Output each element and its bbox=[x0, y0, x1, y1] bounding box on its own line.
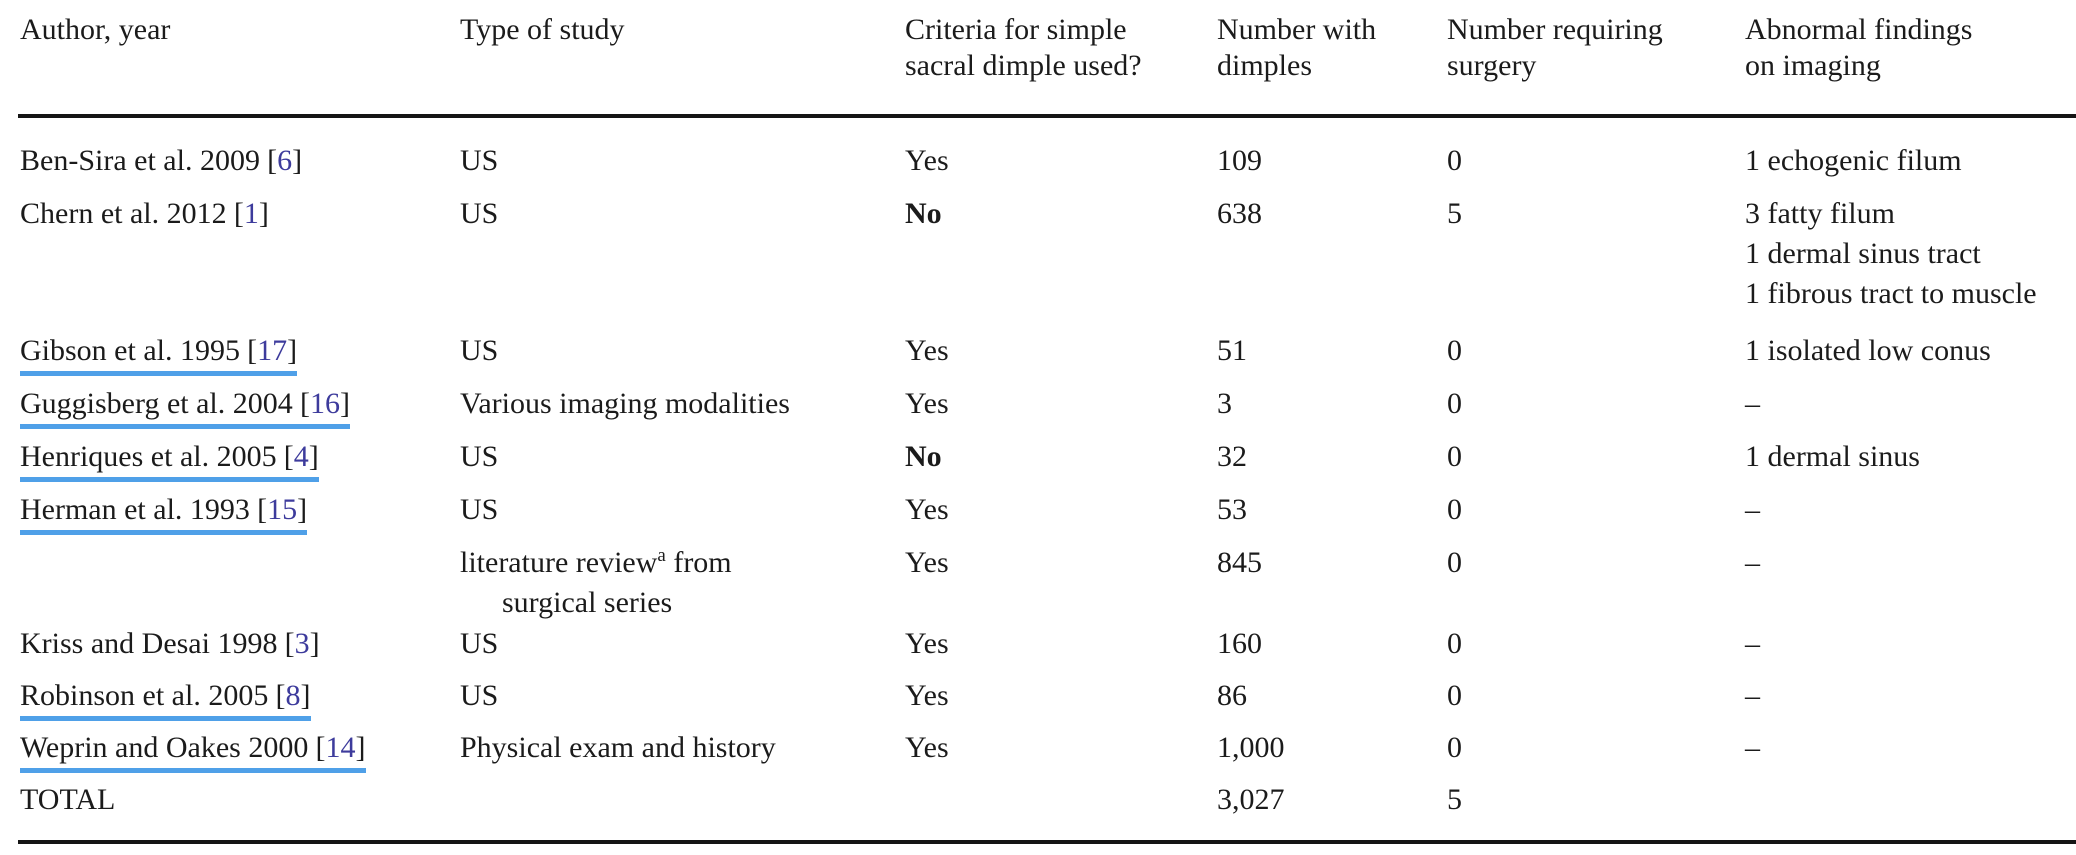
citation-ref[interactable]: 16 bbox=[309, 387, 340, 420]
citation-ref[interactable]: 14 bbox=[325, 731, 356, 764]
surgery-cell: 0 bbox=[1447, 440, 1462, 473]
findings-cell bbox=[1745, 331, 2076, 371]
header-surgery-line1: Number requiring bbox=[1447, 13, 1663, 46]
author-name: Guggisberg et al. 2004 bbox=[20, 387, 293, 420]
author-cell bbox=[20, 141, 460, 181]
study-cell: US bbox=[460, 197, 499, 230]
author-link[interactable] bbox=[20, 385, 350, 429]
criteria-cell: Yes bbox=[905, 334, 949, 367]
table-row-guggisberg bbox=[18, 384, 2076, 437]
header-dimples-line2: dimples bbox=[1217, 49, 1312, 82]
citation-ref[interactable]: 6 bbox=[277, 144, 293, 177]
citation-bracket-open: [ bbox=[284, 627, 295, 660]
citation-bracket-open: [ bbox=[299, 387, 310, 420]
table-row-chern bbox=[18, 194, 2076, 331]
table-header bbox=[18, 0, 2076, 118]
author-link[interactable] bbox=[20, 677, 311, 721]
total-dimples-cell: 3,027 bbox=[1217, 783, 1285, 816]
finding-line: 3 fatty filum bbox=[1745, 197, 1895, 230]
findings-cell bbox=[1745, 728, 2076, 768]
study-text-cont: from bbox=[665, 546, 732, 579]
dimples-cell: 32 bbox=[1217, 440, 1247, 473]
author-cell bbox=[20, 624, 460, 664]
surgery-cell: 0 bbox=[1447, 387, 1462, 420]
surgery-cell: 0 bbox=[1447, 679, 1462, 712]
header-type-of-study: Type of study bbox=[460, 13, 625, 46]
citation-ref[interactable]: 4 bbox=[293, 440, 309, 473]
findings-cell bbox=[1745, 141, 2076, 181]
study-line1 bbox=[460, 543, 905, 583]
criteria-cell: Yes bbox=[905, 546, 949, 579]
author-cell bbox=[20, 384, 460, 429]
author-name: Robinson et al. 2005 bbox=[20, 679, 269, 712]
author-link[interactable] bbox=[20, 491, 307, 535]
citation-bracket-close: ] bbox=[258, 197, 269, 230]
criteria-cell: Yes bbox=[905, 679, 949, 712]
citation-ref[interactable]: 17 bbox=[257, 334, 288, 367]
author-name: Weprin and Oakes 2000 bbox=[20, 731, 309, 764]
header-criteria-line2: sacral dimple used? bbox=[905, 49, 1142, 82]
table-row-gibson bbox=[18, 331, 2076, 384]
header-author-year: Author, year bbox=[20, 13, 171, 46]
author-cell bbox=[20, 331, 460, 376]
author-text bbox=[20, 625, 320, 663]
author-name: Herman et al. 1993 bbox=[20, 493, 250, 526]
surgery-cell: 0 bbox=[1447, 334, 1462, 367]
table-row-herman bbox=[18, 490, 2076, 543]
criteria-cell: Yes bbox=[905, 144, 949, 177]
surgery-cell: 0 bbox=[1447, 546, 1462, 579]
citation-bracket-open: [ bbox=[267, 144, 278, 177]
finding-line: 1 fibrous tract to muscle bbox=[1745, 277, 2037, 310]
author-name: Ben-Sira et al. 2009 bbox=[20, 144, 260, 177]
citation-ref[interactable]: 1 bbox=[243, 197, 259, 230]
criteria-cell bbox=[905, 437, 1217, 477]
author-name: Kriss and Desai 1998 bbox=[20, 627, 278, 660]
surgery-cell: 0 bbox=[1447, 144, 1462, 177]
finding-line: 1 dermal sinus bbox=[1745, 440, 1920, 473]
citation-bracket-open: [ bbox=[283, 440, 294, 473]
surgery-cell: 0 bbox=[1447, 493, 1462, 526]
dimples-cell: 3 bbox=[1217, 387, 1232, 420]
finding-line: 1 echogenic filum bbox=[1745, 144, 1962, 177]
citation-bracket-close: ] bbox=[308, 440, 319, 473]
table-row-kriss bbox=[18, 624, 2076, 676]
study-cell: US bbox=[460, 334, 499, 367]
citation-bracket-close: ] bbox=[300, 679, 311, 712]
author-link[interactable] bbox=[20, 729, 366, 773]
header-criteria bbox=[905, 12, 1217, 84]
citation-bracket-open: [ bbox=[275, 679, 286, 712]
study-cell: US bbox=[460, 627, 499, 660]
total-label-cell: TOTAL bbox=[20, 783, 116, 816]
citation-ref[interactable]: 15 bbox=[267, 493, 298, 526]
surgery-cell: 0 bbox=[1447, 627, 1462, 660]
findings-cell bbox=[1745, 676, 2076, 716]
surgery-cell: 0 bbox=[1447, 731, 1462, 764]
finding-line: – bbox=[1745, 679, 1760, 712]
finding-line: – bbox=[1745, 387, 1760, 420]
header-dimples-line1: Number with bbox=[1217, 13, 1377, 46]
finding-line: – bbox=[1745, 731, 1760, 764]
table-row-robinson bbox=[18, 676, 2076, 728]
finding-line: – bbox=[1745, 493, 1760, 526]
header-surgery-line2: surgery bbox=[1447, 49, 1537, 82]
dimples-cell: 53 bbox=[1217, 493, 1247, 526]
footnote-marker-a: a bbox=[657, 545, 666, 566]
citation-ref[interactable]: 8 bbox=[285, 679, 301, 712]
study-summary-table bbox=[18, 0, 2076, 844]
findings-cell bbox=[1745, 437, 2076, 477]
table-row-weprin bbox=[18, 728, 2076, 780]
findings-cell bbox=[1745, 543, 2076, 583]
criteria-cell: Yes bbox=[905, 387, 949, 420]
table-row-literature-review bbox=[18, 543, 2076, 624]
citation-bracket-close: ] bbox=[292, 144, 303, 177]
header-number-with-dimples bbox=[1217, 12, 1447, 84]
citation-bracket-open: [ bbox=[247, 334, 258, 367]
finding-line: 1 dermal sinus tract bbox=[1745, 237, 1981, 270]
table-header-row bbox=[18, 0, 2076, 114]
header-findings-line1: Abnormal findings bbox=[1745, 13, 1973, 46]
citation-bracket-open: [ bbox=[315, 731, 326, 764]
criteria-cell bbox=[905, 194, 1217, 234]
author-name: Gibson et al. 1995 bbox=[20, 334, 240, 367]
criteria-no-bold: No bbox=[905, 197, 942, 230]
dimples-cell: 86 bbox=[1217, 679, 1247, 712]
study-line2: surgical series bbox=[502, 586, 673, 619]
study-cell bbox=[460, 543, 905, 623]
author-text bbox=[20, 195, 269, 233]
dimples-cell: 109 bbox=[1217, 144, 1262, 177]
study-cell: US bbox=[460, 440, 499, 473]
author-cell bbox=[20, 437, 460, 482]
author-cell bbox=[20, 676, 460, 721]
study-cell: Physical exam and history bbox=[460, 731, 776, 764]
total-surgery-cell: 5 bbox=[1447, 783, 1462, 816]
criteria-cell: Yes bbox=[905, 493, 949, 526]
table-row-total bbox=[18, 780, 2076, 840]
study-cell: US bbox=[460, 493, 499, 526]
finding-line: – bbox=[1745, 546, 1760, 579]
study-cell: US bbox=[460, 144, 499, 177]
dimples-cell: 845 bbox=[1217, 546, 1262, 579]
header-number-requiring-surgery bbox=[1447, 12, 1745, 84]
header-criteria-line1: Criteria for simple bbox=[905, 13, 1127, 46]
findings-cell bbox=[1745, 624, 2076, 664]
author-name: Chern et al. 2012 bbox=[20, 197, 227, 230]
author-cell bbox=[20, 728, 460, 773]
citation-bracket-close: ] bbox=[355, 731, 366, 764]
surgery-cell: 5 bbox=[1447, 197, 1462, 230]
dimples-cell: 51 bbox=[1217, 334, 1247, 367]
citation-bracket-close: ] bbox=[297, 493, 308, 526]
study-cell: US bbox=[460, 679, 499, 712]
header-abnormal-findings bbox=[1745, 12, 2076, 84]
dimples-cell: 160 bbox=[1217, 627, 1262, 660]
dimples-cell: 1,000 bbox=[1217, 731, 1285, 764]
dimples-cell: 638 bbox=[1217, 197, 1262, 230]
criteria-cell: Yes bbox=[905, 731, 949, 764]
criteria-cell: Yes bbox=[905, 627, 949, 660]
table-body bbox=[18, 118, 2076, 844]
criteria-no-bold: No bbox=[905, 440, 942, 473]
finding-line: – bbox=[1745, 627, 1760, 660]
citation-bracket-close: ] bbox=[309, 627, 320, 660]
findings-cell bbox=[1745, 384, 2076, 424]
author-text bbox=[20, 142, 302, 180]
citation-bracket-close: ] bbox=[339, 387, 350, 420]
citation-bracket-close: ] bbox=[287, 334, 298, 367]
table-row-henriques bbox=[18, 437, 2076, 490]
header-findings-line2: on imaging bbox=[1745, 49, 1881, 82]
author-cell bbox=[20, 194, 460, 234]
findings-cell bbox=[1745, 194, 2076, 314]
finding-line: 1 isolated low conus bbox=[1745, 334, 1991, 367]
study-text: literature review bbox=[460, 546, 658, 579]
table-row-ben-sira bbox=[18, 141, 2076, 194]
author-link[interactable] bbox=[20, 332, 297, 376]
study-cell: Various imaging modalities bbox=[460, 387, 790, 420]
author-cell bbox=[20, 490, 460, 535]
author-link[interactable] bbox=[20, 438, 319, 482]
author-name: Henriques et al. 2005 bbox=[20, 440, 277, 473]
findings-cell bbox=[1745, 490, 2076, 530]
citation-ref[interactable]: 3 bbox=[294, 627, 310, 660]
citation-bracket-open: [ bbox=[257, 493, 268, 526]
citation-bracket-open: [ bbox=[233, 197, 244, 230]
